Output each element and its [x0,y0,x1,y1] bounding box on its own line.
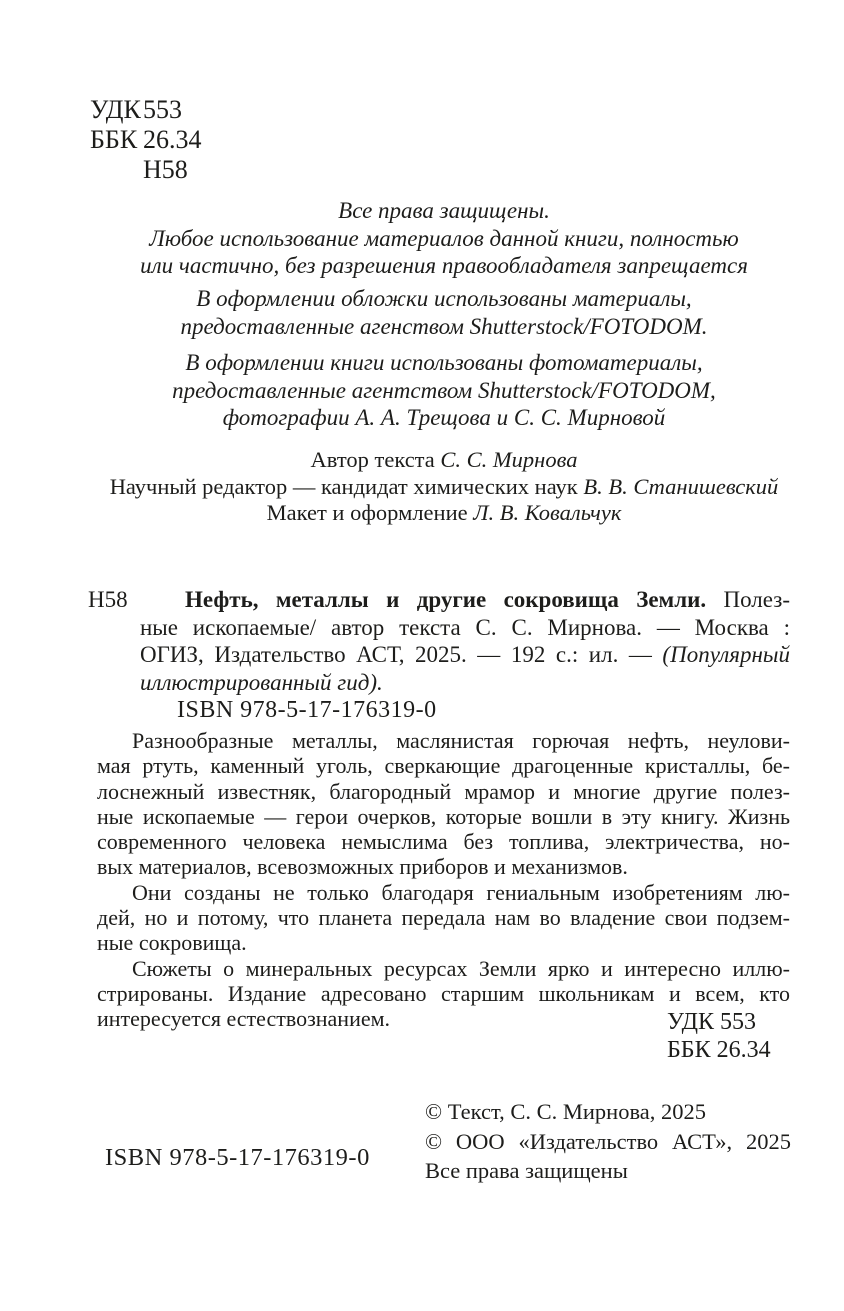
annotation-line: стрированы. Издание адресовано старшим школьникам и всем, кто [97,980,790,1006]
rights-reserved-notice [88,197,800,280]
cover-credit-line: предоставленные агенством Shutterstock/FOTODOM. [180,313,708,339]
catalogue-line: Нефть, металлы и другие сокровища Земли. Полез- [185,587,790,612]
editor-credit-prefix: Научный редактор — кандидат химических наук [109,473,584,499]
catalogue-line: ные ископаемые/ автор текста С. С. Мирнова. — Москва : [140,614,790,640]
annotation-line: Разнообразные металлы, маслянистая горючая нефть, неулови- [132,728,790,753]
author-credit-prefix: Автор текста [310,447,441,472]
annotation-line: мая ртуть, каменный уголь, сверкающие драгоценные кристаллы, бе- [97,753,790,779]
catalogue-line: иллюстрированный гид). [140,669,383,695]
annotation-line: современного человека немыслима без топлива, электричества, но- [97,829,790,855]
annotation-line: ные ископаемые — герои очерков, которые вошли в эту книгу. Жизнь [97,803,790,829]
copyright-block [425,1097,791,1186]
annotation [97,728,790,1032]
bbk-label: ББК [90,125,138,154]
annotation-line: ные сокровища. [97,930,247,956]
designer-name: Л. В. Ковальчук [473,500,622,525]
author-sign-code-row [90,155,202,185]
rights-line: или частично, без разрешения правообладателя запрещается [140,253,748,278]
annotation-line: вых материалов, всевозможных приборов и механизмов. [97,854,628,880]
designer-credit-prefix: Макет и оформление [266,500,474,525]
author-name: С. С. Мирнова [440,447,578,472]
udk-value: 553 [143,95,182,124]
udk-bottom: УДК 553 [667,1009,756,1035]
bbk-value: 26.34 [143,125,202,154]
annotation-line: лоснежный известняк, благородный мрамор и многие другие полез- [97,778,790,804]
author-sign-value: Н58 [143,155,188,184]
photo-credit-line: предоставленные агентством Shutterstock/FOTODOM, [172,377,716,403]
annotation-line: интересуется естествознанием. [97,1006,391,1032]
catalogue-entry [88,586,790,696]
udk-label: УДК [90,95,141,124]
copyright-text-line: © Текст, С. С. Мирнова, 2025 [425,1099,707,1124]
author-sign-label [90,155,143,185]
copyright-publisher-line: © ООО «Издательство АСТ», 2025 [425,1128,791,1154]
rights-line: Все права защищены. [338,198,550,223]
photo-credit-notice [88,349,800,432]
annotation-line: Сюжеты о минеральных ресурсах Земли ярко и интересно иллю- [132,955,790,981]
photo-credit-line: В оформлении книги использованы фотоматериалы, [185,350,703,375]
author-credit-line [88,447,800,474]
annotation-line: дей, но и потому, что планета передала нам во владение свои подзем- [97,905,790,931]
bbk-code-row [90,125,202,155]
rights-line: Любое использование материалов данной книги, полностью [149,225,739,251]
designer-credit-line [88,500,800,527]
photo-credit-line: фотографии А. А. Трещова и С. С. Мирновой [222,405,666,430]
annotation-line: Они созданы не только благодаря гениальным изобретениям лю- [132,879,790,905]
udk-code-row [90,95,202,125]
book-title: Нефть, металлы и другие сокровища Земли. [185,587,707,612]
top-classification-codes [90,95,202,185]
isbn-number: ISBN 978-5-17-176319-0 [177,697,437,723]
bottom-classification-codes [667,1008,771,1064]
cover-credit-notice [88,285,800,340]
copyright-rights-line: Все права защищены [425,1158,628,1183]
cover-credit-line: В оформлении обложки использованы материалы, [196,286,692,311]
staff-credits [88,447,800,527]
catalogue-line: ОГИЗ, Издательство АСТ, 2025. — 192 с.: ил. — (Популярный [140,642,790,667]
editor-name: В. В. Станишевский [583,473,779,499]
editor-credit-line [88,474,800,501]
bbk-bottom: ББК 26.34 [667,1037,771,1063]
catalogue-author-sign: Н58 [88,587,128,612]
isbn-number-footer: ISBN 978-5-17-176319-0 [105,1144,370,1171]
series-title: (Популярный [662,642,790,667]
